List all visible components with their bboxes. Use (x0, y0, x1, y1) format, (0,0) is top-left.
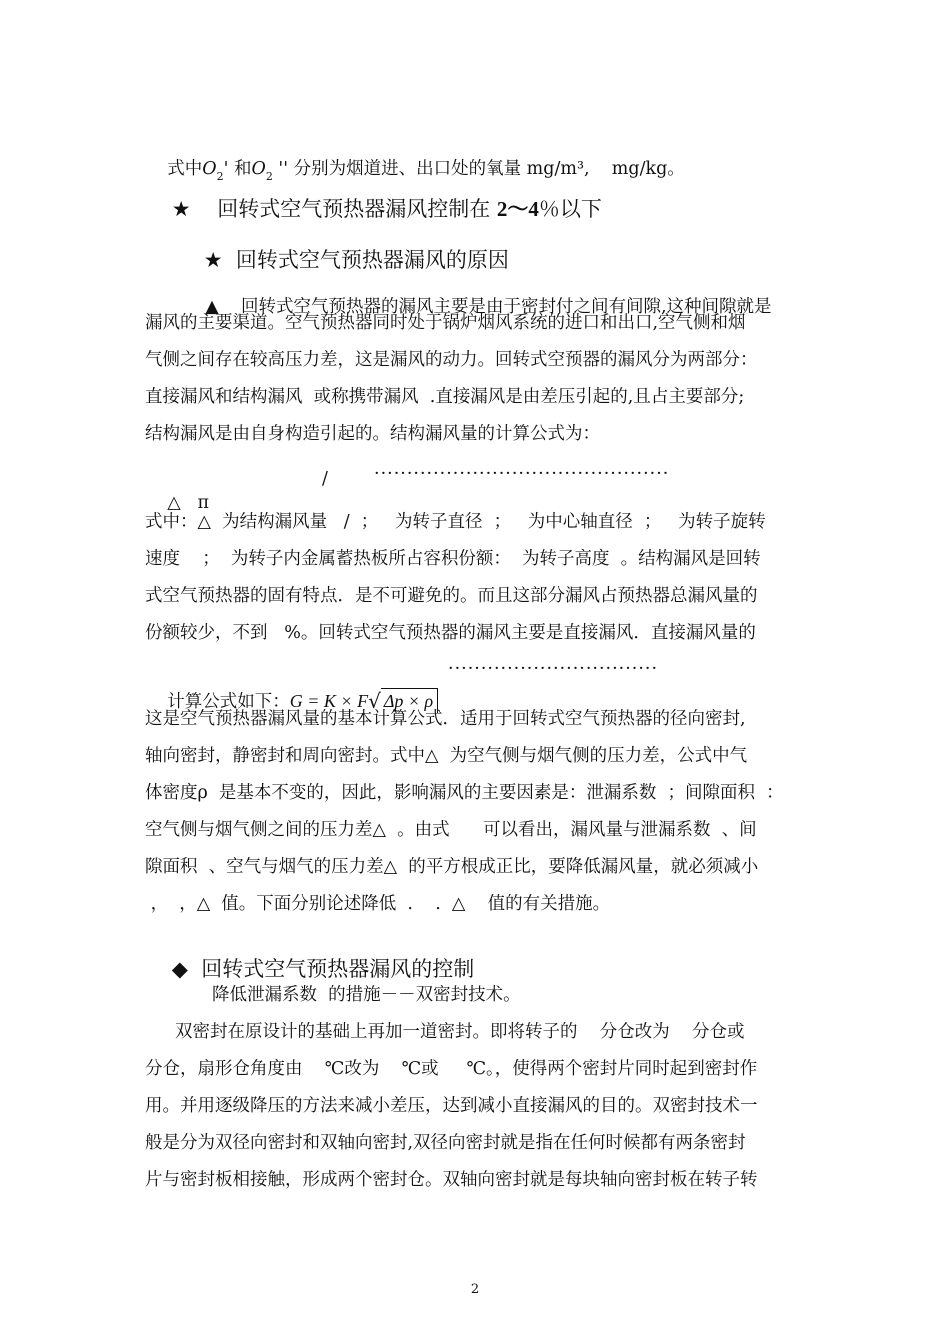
para3-line-5: 隙面积 、空气与烟气的压力差△ 的平方根成正比，要降低漏风量，就必须减小 (145, 857, 759, 877)
para1-line-3: 气侧之间存在较高压力差，这是漏风的动力。回转式空预器的漏风分为两部分： (145, 350, 758, 370)
para1-line-2: 漏风的主要渠道。空气预热器同时处于锅炉烟风系统的进口和出口,空气侧和烟 (145, 313, 746, 333)
text: '' 分别为烟道进、出口处的氧量 mg/m³, mg/kg。 (272, 159, 685, 179)
symbol-o2-in: O (202, 159, 217, 179)
heading-text: 回转式空气预热器漏风的原因 (235, 248, 509, 272)
subheading-double-seal: 降低泄漏系数 的措施－－双密封技术。 (212, 985, 521, 1005)
para3-line-4: 空气侧与烟气侧之间的压力差△ 。由式 可以看出，漏风量与泄漏系数 、间 (145, 820, 757, 840)
para4-line-4: 般是分为双径向密封和双轴向密封,双径向密封就是指在任何时候都有两条密封 (145, 1133, 746, 1153)
para3-line-2: 轴向密封，静密封和周向密封。式中△ 为空气侧与烟气侧的压力差，公式中气 (145, 746, 748, 766)
text: 式中 (167, 159, 203, 179)
star-icon: ★ (203, 248, 223, 272)
para4-line-2: 分仓，扇形仓角度由 ℃改为 ℃或 ℃。，使得两个密封片同时起到密封作 (145, 1059, 758, 1079)
para1-line-5: 结构漏风是由自身构造引起的。结构漏风量的计算公式为： (145, 424, 600, 444)
text: ' 和 (223, 159, 252, 179)
heading-text: 回转式空气预热器漏风控制在 (217, 197, 497, 221)
heading-bold-range: 2～4 (496, 197, 539, 221)
formula-dots: ································ (448, 659, 659, 679)
formula-lhs: G = K × F (289, 691, 369, 711)
para2-line-2: 速度 ； 为转子内金属蓄热板所占容积份额： 为转子高度 。结构漏风是回转 (145, 549, 761, 569)
sqrt-icon: √ (368, 689, 381, 713)
para4-line-3: 用。并用逐级降压的方法来减小差压，达到减小直接漏风的目的。双密封技术一 (145, 1096, 758, 1116)
para2-line-1: 式中：△ 为结构漏风量 / ； 为转子直径 ； 为中心轴直径 ； 为转子旋转 (145, 512, 766, 532)
star-icon: ★ (171, 197, 191, 221)
heading-tail: ％以下 (538, 197, 602, 221)
subscript: 2 (216, 170, 224, 183)
pi-symbol: π (197, 493, 209, 513)
text: 回转式空气预热器的漏风主要是由于密封付之间有间隙,这种间隙就是 (241, 297, 772, 317)
triangle-icon: ▲ (205, 297, 219, 317)
formula-slash: / (322, 469, 328, 489)
delta-symbol: △ (167, 493, 181, 513)
para3-line-6: ， ，△ 值。下面分别论述降低 . . △ 值的有关措施。 (145, 894, 611, 914)
formula-dots: ············································· (374, 464, 670, 484)
text: 计算公式如下： (167, 692, 290, 712)
para2-line-3: 式空气预热器的固有特点．是不可避免的。而且这部分漏风占预热器总漏风量的 (145, 586, 758, 606)
para4-line-5: 片与密封板相接触，形成两个密封仓。双轴向密封就是每块轴向密封板在转子转 (145, 1170, 758, 1190)
formula-radicand: Δp × ρ (381, 688, 438, 713)
para3-line-1: 这是空气预热器漏风量的基本计算公式．适用于回转式空气预热器的径向密封, (145, 709, 746, 729)
diamond-icon: ◆ (171, 957, 188, 981)
para4-line-1: 双密封在原设计的基础上再加一道密封。即将转子的 分仓改为 分仓或 (175, 1022, 745, 1042)
para1-line-4: 直接漏风和结构漏风 或称携带漏风 .直接漏风是由差压引起的,且占主要部分; (145, 387, 745, 407)
page-number: 2 (470, 1282, 480, 1297)
para3-line-3: 体密度ρ 是基本不变的，因此，影响漏风的主要因素是：泄漏系数 ；间隙面积 ： (145, 783, 784, 803)
subscript: 2 (265, 170, 273, 183)
heading-text: 回转式空气预热器漏风的控制 (201, 957, 475, 981)
para2-line-4: 份额较少，不到 %。回转式空气预热器的漏风主要是直接漏风．直接漏风量的 (145, 623, 756, 643)
symbol-o2-out: O (251, 159, 266, 179)
